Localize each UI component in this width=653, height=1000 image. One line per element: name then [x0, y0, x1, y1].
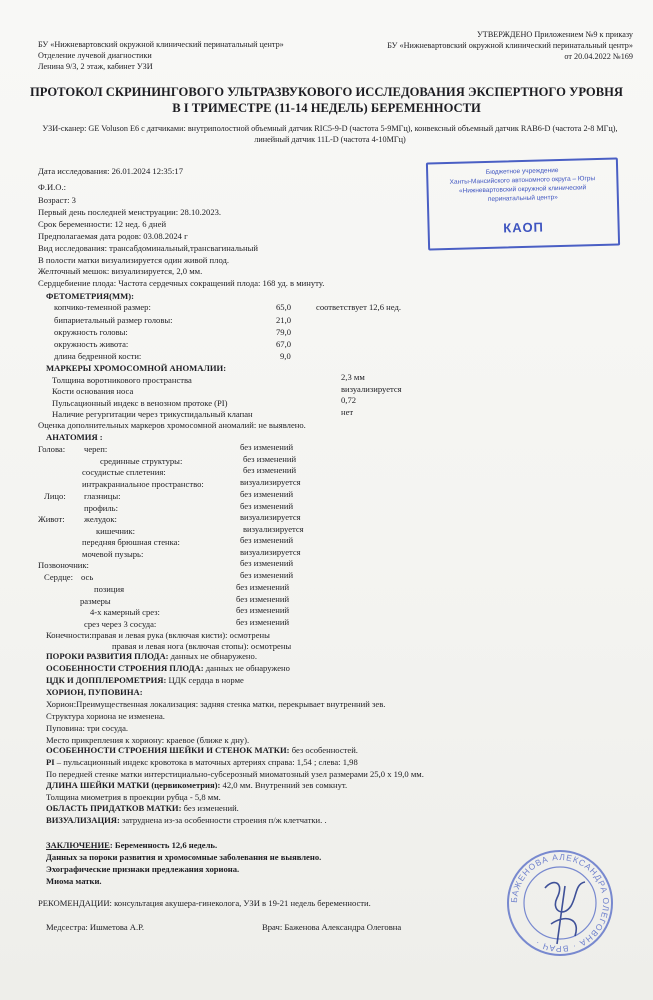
seal-text: БАЖЕНОВА АЛЕКСАНДРА ОЛЕГОВНА · ВРАЧ · [508, 851, 612, 955]
anatomy-item: сосудистые сплетения: [82, 467, 166, 477]
myometrium-thickness: Толщина миометрия в проекции рубца - 5,8 мм. [46, 792, 221, 802]
anatomy-value: без изменений [243, 465, 297, 475]
cervix-line [46, 745, 358, 755]
limbs-legs: правая и левая нога (включая стопы): осмотрены [112, 641, 292, 651]
nurse-signature: Медсестра: Ишметова А.Р. [46, 922, 145, 932]
anatomy-value: визуализируется [240, 477, 301, 487]
conclusion-line3: Эхографические признаки предлежания хориона. [46, 864, 240, 874]
anatomy-heading: АНАТОМИЯ : [46, 432, 103, 442]
anatomy-group: Позвоночник: [38, 560, 89, 570]
anatomy-item: профиль: [84, 503, 118, 513]
chorion-structure: Структура хориона не изменена. [46, 711, 165, 721]
header-left-org: БУ «Нижневартовский окружной клинический перинатальный центр» [38, 40, 284, 49]
protocol-title-line1: ПРОТОКОЛ СКРИНИНГОВОГО УЛЬТРАЗВУКОВОГО ИССЛЕДОВАНИЯ ЭКСПЕРТНОГО УРОВНЯ [29, 85, 624, 99]
features-label: ОСОБЕННОСТИ СТРОЕНИЯ ПЛОДА: [46, 663, 204, 673]
scanner-info: УЗИ-сканер: GE Voluson E6 с датчиками: внутриполостной объемный датчик RIC5-9-D (частота 5-9МГц), конвексный объемный датчик RAB6-D (частота 2-8 МГц), линейный датчик 11L-D (частота 4-10МГц) [42, 124, 618, 144]
myoma-node: По передней стенке матки интерстициально-субсерозный миоматозный узел размерами 25,0 х 19,0 мм. [46, 769, 424, 779]
anatomy-value: без изменений [240, 570, 294, 580]
cdk-value: ЦДК сердца в норме [166, 675, 244, 685]
pi-label: PI [46, 757, 55, 767]
defects-value: данных не обнаружено. [168, 651, 257, 661]
stamp-kaop: КАОП [503, 219, 545, 236]
anatomy-item: мочевой пузырь: [82, 549, 144, 559]
marker-value: визуализируется [341, 384, 402, 394]
fetometry-note: соответствует 12,6 нед. [316, 302, 401, 312]
yolk-sac: Желточный мешок: визуализируется, 2,0 мм. [38, 266, 203, 276]
defects-line [46, 651, 257, 661]
visualization-label: ВИЗУАЛИЗАЦИЯ: [46, 815, 120, 825]
fetometry-label: бипариетальный размер головы: [54, 315, 173, 325]
cervix-length-line [46, 780, 347, 790]
adnexa-line [46, 803, 239, 813]
anatomy-item: глазницы: [84, 491, 121, 501]
fetus-count: В полости матки визуализируется один живой плод. [38, 255, 230, 265]
protocol-title-line2: В I ТРИМЕСТРЕ (11-14 НЕДЕЛЬ) БЕРЕМЕННОСТИ [172, 101, 481, 115]
stamp-line4: перинатальный центр» [487, 194, 558, 203]
marker-value: 2,3 мм [341, 372, 365, 382]
anatomy-value: без изменений [236, 594, 290, 604]
anatomy-item: ось [81, 572, 94, 582]
fetometry-value: 9,0 [280, 351, 291, 361]
fetometry-label: длина бедренной кости: [54, 351, 142, 361]
limbs-arms: Конечности:правая и левая рука (включая кисти): осмотрены [46, 630, 270, 640]
anatomy-item: интракраниальное пространство: [82, 479, 204, 489]
pregnancy-term: Срок беременности: 12 нед. 6 дней [38, 219, 167, 229]
heart-rate: Сердцебиение плода: Частота сердечных сокращений плода: 168 уд. в минуту. [38, 278, 325, 288]
patient-age: Возраст: 3 [38, 195, 76, 205]
anatomy-item: размеры [80, 596, 111, 606]
visualization-value: затруднена из-за особенности строения п/ж клетчатки. . [119, 815, 327, 825]
recommendation: РЕКОМЕНДАЦИИ: консультация акушера-гинеколога, УЗИ в 19-21 недель беременности. [38, 898, 371, 908]
stamp-line2: Ханты-Мансийского автономного округа – Югры [449, 175, 596, 186]
anatomy-item: 4-х камерный срез: [90, 607, 160, 617]
anatomy-item: срез через 3 сосуда: [84, 619, 157, 629]
markers-assessment: Оценка дополнительных маркеров хромосомной аномалий: не выявлено. [38, 420, 306, 430]
fetometry-value: 79,0 [276, 327, 292, 337]
marker-label: Кости основания носа [52, 386, 134, 396]
defects-label: ПОРОКИ РАЗВИТИЯ ПЛОДА: [46, 651, 169, 661]
anatomy-value: без изменений [240, 501, 294, 511]
anatomy-value: визуализируется [243, 524, 304, 534]
cervix-label: ОСОБЕННОСТИ СТРОЕНИЯ ШЕЙКИ И СТЕНОК МАТКИ: [46, 745, 290, 755]
fetometry-label: окружность головы: [54, 327, 128, 337]
cervix-length-label: ДЛИНА ШЕЙКИ МАТКИ (цервикометрия): [46, 780, 221, 790]
fetometry-heading: ФЕТОМЕТРИЯ(ММ): [46, 291, 134, 301]
conclusion-line1 [46, 840, 217, 850]
stamp-line3: «Нижневартовский окружной клинический [458, 184, 587, 195]
conclusion-line2: Данных за пороки развития и хромосомные заболевания не выявлено. [46, 852, 322, 862]
marker-value: нет [341, 407, 354, 417]
anatomy-group: Живот: [38, 514, 65, 524]
pi-value: – пульсационный индекс кровотока в маточных артериях справа: 1,54 ; слева: 1,98 [54, 757, 358, 767]
conclusion-label: ЗАКЛЮЧЕНИЕ [46, 840, 110, 850]
header-right-date: от 20.04.2022 №169 [564, 52, 633, 61]
cdk-label: ЦДК И ДОППЛЕРОМЕТРИЯ: [46, 675, 167, 685]
fetometry-label: окружность живота: [54, 339, 129, 349]
cdk-line [46, 675, 244, 685]
due-date: Предполагаемая дата родов: 03.08.2024 г [38, 231, 188, 241]
anatomy-value: без изменений [236, 605, 290, 615]
marker-label: Толщина воротникового пространства [52, 375, 192, 385]
header-left-address: Ленина 9/3, 2 этаж, кабинет УЗИ [38, 62, 153, 71]
anatomy-value: без изменений [236, 582, 290, 592]
anatomy-value: без изменений [240, 535, 294, 545]
anatomy-item: череп: [84, 444, 108, 454]
anatomy-value: визуализируется [240, 512, 301, 522]
anatomy-value: без изменений [243, 454, 297, 464]
anatomy-group: Лицо: [44, 491, 66, 501]
anatomy-item: кишечник: [96, 526, 136, 536]
cervix-value: без особенностей. [289, 745, 358, 755]
anatomy-value: визуализируется [240, 547, 301, 557]
anatomy-group: Голова: [38, 444, 66, 454]
study-type: Вид исследования: трансабдоминальный,трансвагинальный [38, 243, 258, 253]
umbilical-cord: Пуповина: три сосуда. [46, 723, 129, 733]
doctor-signature: Врач: Баженова Александра Олеговна [262, 922, 402, 932]
adnexa-label: ОБЛАСТЬ ПРИДАТКОВ МАТКИ: [46, 803, 182, 813]
stamp-line1: Бюджетное учреждение [485, 167, 559, 176]
anatomy-item: передняя брюшная стенка: [82, 537, 180, 547]
anatomy-value: без изменений [240, 489, 294, 499]
features-line [46, 663, 290, 673]
anatomy-group: Сердце: [44, 572, 74, 582]
last-menstruation: Первый день последней менструации: 28.10.2023. [38, 207, 222, 217]
features-value: данных не обнаружено [203, 663, 290, 673]
fetometry-value: 65,0 [276, 302, 292, 312]
header-right-approved: УТВЕРЖДЕНО Приложением №9 к приказу [477, 30, 633, 39]
fetometry-value: 21,0 [276, 315, 292, 325]
header-left-dept: Отделение лучевой диагностики [38, 51, 152, 60]
institution-stamp [426, 158, 620, 251]
fetometry-value: 67,0 [276, 339, 292, 349]
marker-value: 0,72 [341, 395, 357, 405]
cord-attachment: Место прикрепления к хориону: краевое (ближе к дну). [46, 735, 250, 745]
fetometry-label: копчико-теменной размер: [54, 302, 151, 312]
anatomy-item: срединные структуры: [100, 456, 183, 466]
marker-label: Наличие регургитации через трикуспидальный клапан [52, 409, 253, 419]
study-date: Дата исследования: 26.01.2024 12:35:17 [38, 166, 183, 176]
conclusion-term: : Беременность 12,6 недель. [109, 840, 218, 850]
patient-name: Ф.И.О.: [38, 182, 67, 192]
chorion-heading: ХОРИОН, ПУПОВИНА: [46, 687, 143, 697]
anatomy-value: без изменений [240, 442, 294, 452]
doctor-seal-icon [505, 848, 615, 958]
pi-line [46, 757, 358, 767]
visualization-line [46, 815, 327, 825]
anatomy-item: желудок: [84, 514, 117, 524]
marker-label: Пульсационный индекс в венозном протоке (PI) [52, 398, 228, 408]
anatomy-value: без изменений [236, 617, 290, 627]
cervix-length-value: 42,0 мм. Внутренний зев сомкнут. [220, 780, 348, 790]
chorion-location: Хорион:Преимущественная локализация: задняя стенка матки, перекрывает внутренний зев. [46, 699, 386, 709]
anatomy-item: позиция [94, 584, 125, 594]
markers-heading: МАРКЕРЫ ХРОМОСОМНОЙ АНОМАЛИИ: [46, 363, 227, 373]
conclusion-line4: Миома матки. [46, 876, 102, 886]
header-right-org: БУ «Нижневартовский окружной клинический перинатальный центр» [387, 41, 633, 50]
anatomy-value: без изменений [240, 558, 294, 568]
adnexa-value: без изменений. [181, 803, 239, 813]
